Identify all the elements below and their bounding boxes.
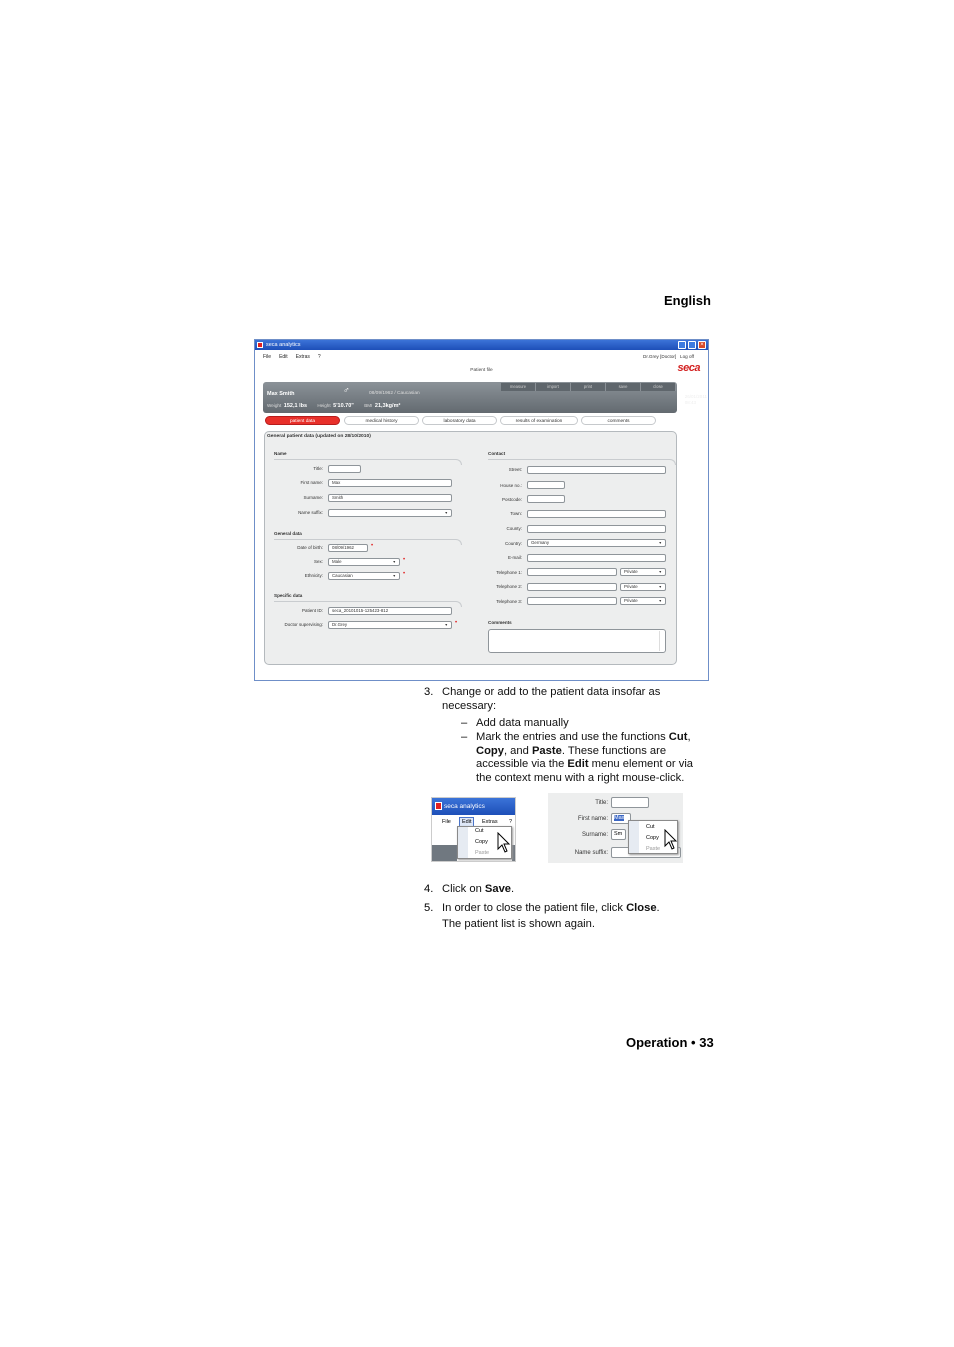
- menu-item-copy[interactable]: Copy: [646, 835, 659, 841]
- telephone-2-label: Telephone 2:: [496, 584, 522, 589]
- title-label: Title:: [595, 800, 608, 806]
- telephone-1-field[interactable]: [527, 568, 617, 576]
- section-specific: Specific data: [274, 593, 303, 598]
- required-marker: •: [403, 557, 406, 563]
- menu-item-paste[interactable]: Paste: [646, 846, 661, 852]
- footer-section: Operation: [626, 1035, 688, 1050]
- logoff-link[interactable]: Log off: [680, 354, 694, 359]
- menu-item-paste[interactable]: Paste: [475, 850, 490, 856]
- menu-extras[interactable]: Extras: [295, 354, 310, 360]
- email-label: E-mail:: [507, 555, 522, 560]
- comments-textarea[interactable]: [488, 629, 666, 653]
- thumb-background: [432, 845, 457, 862]
- menu-item-cut[interactable]: Cut: [475, 828, 484, 834]
- country-dropdown[interactable]: Germany ▼: [527, 539, 666, 547]
- bullet-2-text: Mark the entries and use the functions Cut, Copy, and Paste. These functions are accessible via the Edit menu element or via the context menu with a right mouse-click.: [476, 731, 694, 785]
- section-name: Name: [274, 451, 287, 456]
- section-divider: [274, 459, 462, 465]
- patient-measurements: [267, 403, 409, 409]
- selected-text: Max: [614, 815, 625, 821]
- title-field[interactable]: [611, 797, 649, 808]
- sex-label: Sex:: [313, 559, 323, 564]
- panel-title: General patient data (updated on 28/10/2010): [267, 434, 371, 439]
- seca-logo: seca: [677, 362, 700, 374]
- user-info: [643, 352, 694, 362]
- first-name-label: First name:: [300, 480, 323, 485]
- doctor-label: Doctor supervising:: [284, 622, 323, 627]
- mouse-cursor-icon: [664, 829, 678, 851]
- street-label: Street:: [508, 467, 522, 472]
- menu-bar: [255, 352, 708, 362]
- current-user: Dr.Grey [Doctor]: [643, 354, 677, 359]
- step-4-text: Click on Save.: [442, 883, 515, 895]
- title-label: Title:: [313, 466, 323, 471]
- title-field[interactable]: [328, 465, 361, 473]
- close-icon[interactable]: ×: [698, 341, 706, 349]
- toolbar: [501, 383, 676, 391]
- menu-file[interactable]: File: [263, 354, 272, 360]
- ethnicity-dropdown[interactable]: Caucasian ▼: [328, 572, 400, 580]
- section-contact: Contact: [488, 451, 506, 456]
- maximize-icon[interactable]: [688, 341, 696, 349]
- app-screenshot: [254, 339, 709, 681]
- postcode-field[interactable]: [527, 495, 565, 503]
- patient-data-panel: [264, 431, 677, 665]
- seca-app-icon: [435, 802, 442, 810]
- doctor-dropdown[interactable]: Dr.Grey ▼: [328, 621, 452, 629]
- menu-edit[interactable]: Edit: [279, 354, 288, 360]
- town-field[interactable]: [527, 510, 666, 518]
- seca-app-icon: [257, 342, 263, 348]
- bmi-label: BMI: [364, 403, 373, 408]
- required-marker: •: [455, 620, 458, 626]
- footer-separator: •: [691, 1035, 696, 1050]
- step-number: 4.: [424, 883, 434, 895]
- house-no-label: House no.:: [500, 483, 522, 488]
- step-number: 3.: [424, 686, 434, 698]
- telephone-3-type-dropdown[interactable]: Private ▼: [620, 597, 666, 605]
- telephone-2-field[interactable]: [527, 583, 617, 591]
- patient-id-label: Patient ID:: [301, 608, 323, 613]
- postcode-label: Postcode:: [501, 497, 522, 502]
- bullet-dash: –: [461, 731, 468, 743]
- patient-id-field[interactable]: seca_20101015-125423-812: [328, 607, 452, 615]
- tab-bar: [265, 416, 685, 426]
- edit-menu-screenshot: [431, 797, 516, 862]
- import-button[interactable]: import: [536, 383, 571, 391]
- email-field[interactable]: [527, 554, 666, 562]
- section-general: General data: [274, 531, 302, 536]
- page-footer: [626, 1035, 714, 1050]
- telephone-1-type-dropdown[interactable]: Private ▼: [620, 568, 666, 576]
- county-field[interactable]: [527, 525, 666, 533]
- first-name-label: First name:: [577, 816, 608, 822]
- town-label: Town:: [510, 511, 522, 516]
- telephone-2-type-dropdown[interactable]: Private ▼: [620, 583, 666, 591]
- street-field[interactable]: [527, 466, 666, 474]
- window-titlebar: [255, 340, 708, 350]
- minimize-icon[interactable]: [678, 341, 686, 349]
- required-marker: •: [371, 543, 374, 549]
- page-number: 33: [699, 1035, 714, 1050]
- scrollbar[interactable]: [659, 631, 664, 651]
- surname-label: Surname:: [581, 832, 608, 838]
- date: 26/01/2011: [684, 394, 707, 399]
- weight-value: 152,1 lbs: [283, 403, 308, 409]
- county-label: County:: [506, 526, 522, 531]
- name-suffix-label: Name suffix:: [298, 510, 323, 515]
- tab-laboratory-data[interactable]: laboratory data: [422, 416, 497, 425]
- menu-item-copy[interactable]: Copy: [475, 839, 488, 845]
- surname-field[interactable]: Smith: [328, 494, 452, 502]
- surname-field[interactable]: Sm: [611, 829, 626, 840]
- menu-edit[interactable]: Edit: [459, 817, 474, 827]
- ethnicity-label: Ethnicity:: [304, 573, 323, 578]
- name-suffix-label: Name suffix:: [574, 850, 608, 856]
- dob-field[interactable]: 08/09/1962: [328, 544, 368, 552]
- datetime: [685, 394, 707, 406]
- step-3-text: Change or add to the patient data insofar as necessary:: [442, 686, 661, 712]
- menu-file[interactable]: File: [442, 819, 451, 825]
- page-title: Patient file: [470, 368, 493, 373]
- bmi-value: 21,3kg/m²: [374, 403, 401, 409]
- thumb-title: seca analytics: [444, 803, 485, 810]
- step-5-text: In order to close the patient file, click Close.: [442, 902, 660, 914]
- window-title: seca analytics: [266, 342, 301, 348]
- close-button[interactable]: close: [641, 383, 676, 391]
- first-name-field[interactable]: Max: [328, 479, 452, 487]
- patient-dob: 08/09/1962 / Caucasian: [369, 391, 420, 396]
- step-5-note: The patient list is shown again.: [442, 918, 595, 930]
- menu-help[interactable]: ?: [317, 354, 321, 360]
- height-label: Height: [317, 403, 331, 408]
- save-button[interactable]: save: [606, 383, 641, 391]
- context-menu-screenshot: [548, 793, 683, 863]
- name-suffix-dropdown[interactable]: [328, 509, 452, 517]
- print-button[interactable]: print: [571, 383, 606, 391]
- telephone-3-field[interactable]: [527, 597, 617, 605]
- tab-results-of-examination[interactable]: results of examination: [500, 416, 578, 425]
- required-marker: •: [403, 571, 406, 577]
- section-divider: [488, 459, 676, 465]
- step-number: 5.: [424, 902, 434, 914]
- measure-button[interactable]: measure: [501, 383, 536, 391]
- house-no-field[interactable]: [527, 481, 565, 489]
- dob-label: Date of birth:: [297, 545, 323, 550]
- language-label: English: [664, 293, 711, 308]
- height-value: 5'10.70": [333, 403, 354, 409]
- telephone-1-label: Telephone 1:: [496, 570, 522, 575]
- time: 08:43: [684, 400, 697, 405]
- sex-dropdown[interactable]: Male ▼: [328, 558, 400, 566]
- country-label: Country:: [504, 541, 522, 546]
- male-icon: ♂: [343, 385, 350, 395]
- mouse-cursor-icon: [497, 832, 511, 854]
- telephone-3-label: Telephone 3:: [496, 599, 522, 604]
- menu-extras[interactable]: Extras: [482, 819, 498, 825]
- thumb-titlebar: [432, 798, 516, 815]
- thumb-background: [512, 845, 516, 862]
- bullet-dash: –: [461, 717, 468, 729]
- tab-patient-data[interactable]: patient data: [265, 416, 340, 425]
- tab-comments[interactable]: comments: [581, 416, 656, 425]
- surname-label: Surname:: [303, 495, 323, 500]
- tab-medical-history[interactable]: medical history: [344, 416, 419, 425]
- bullet-1-text: Add data manually: [476, 717, 569, 729]
- menu-help[interactable]: ?: [509, 819, 513, 825]
- weight-label: Weight: [267, 403, 282, 408]
- menu-item-cut[interactable]: Cut: [646, 824, 655, 830]
- section-comments: Comments: [488, 620, 512, 625]
- patient-name: Max Smith: [267, 391, 295, 397]
